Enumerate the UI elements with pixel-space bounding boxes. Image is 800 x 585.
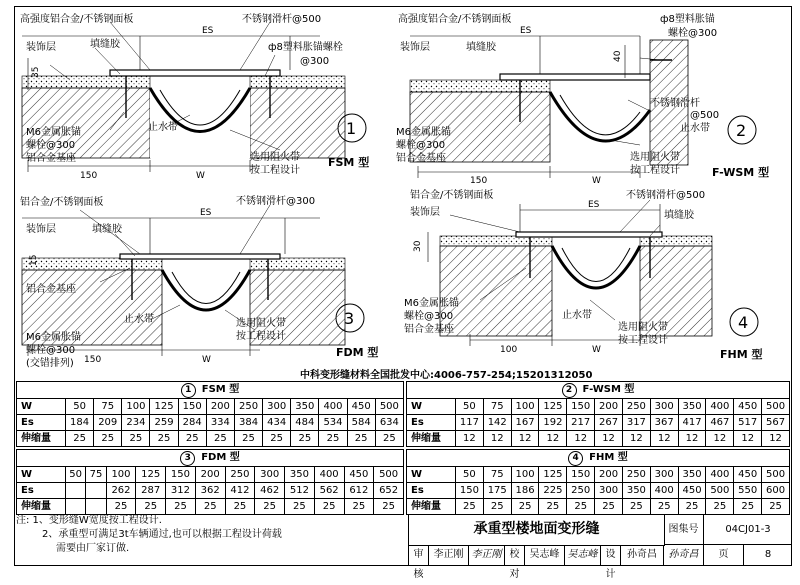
table-cell: 142 — [483, 415, 511, 431]
table-cell: 450 — [344, 467, 374, 483]
table-cell: 25 — [374, 499, 404, 515]
fwsm-table-number: 2 — [562, 383, 577, 398]
fdm-dim-150: 150 — [84, 355, 102, 365]
review-name: 李正刚 — [429, 545, 469, 565]
table-row — [17, 499, 404, 515]
table-cell: 25 — [678, 499, 706, 515]
fsm-es-label: ES — [202, 26, 214, 36]
table-cell: 25 — [375, 431, 403, 447]
detail-fwsm — [396, 12, 769, 186]
fsm-table — [16, 381, 404, 447]
fsm-dim-150: 150 — [80, 171, 98, 181]
table-cell: 25 — [314, 499, 344, 515]
fhm-fire-label2: 按工程设计 — [618, 335, 668, 346]
table-cell: 75 — [483, 399, 511, 415]
table-cell: 25 — [166, 499, 196, 515]
table-cell: 186 — [511, 483, 539, 499]
fsm-panel-label: 高强度铝合金/不锈钢面板 — [20, 14, 134, 25]
fhm-dim-30: 30 — [413, 240, 423, 252]
fhm-type-label: FHM 型 — [720, 348, 763, 361]
table-cell: 100 — [122, 399, 150, 415]
fhm-sealant-label: 填缝胶 — [664, 210, 694, 221]
fwsm-panel-label: 高强度铝合金/不锈钢面板 — [398, 14, 512, 25]
table-cell: 167 — [511, 415, 539, 431]
fsm-fire-label: 选用阻火带 — [250, 152, 300, 163]
fdm-fire-label2: 按工程设计 — [236, 331, 286, 342]
table-cell: 25 — [255, 499, 285, 515]
table-cell: 250 — [567, 483, 595, 499]
row-header-w: W — [407, 467, 456, 483]
row-header-es: Es — [407, 415, 456, 431]
table-row — [407, 415, 790, 431]
table-cell: 500 — [375, 399, 403, 415]
fdm-table-title — [17, 450, 404, 467]
table-cell: 25 — [483, 499, 511, 515]
table-cell: 350 — [285, 467, 315, 483]
fwsm-fire-label2: 按工程设计 — [630, 165, 680, 176]
fwsm-rod-label: 不锈钢滑杆 — [650, 98, 700, 109]
fdm-fire-label: 选用阻火带 — [236, 318, 286, 329]
table-cell: 100 — [511, 467, 539, 483]
fwsm-table-title — [407, 382, 790, 399]
table-cell: 25 — [762, 499, 790, 515]
design-label: 设计 — [601, 545, 621, 565]
table-cell: 450 — [678, 483, 706, 499]
fhm-anchor-label: M6金属胀锚 — [404, 298, 459, 309]
table-cell: 200 — [206, 399, 234, 415]
table-cell: 500 — [374, 467, 404, 483]
table-cell: 125 — [136, 467, 166, 483]
fdm-dim-15: 15 — [29, 254, 39, 266]
check-signature: 吴志峰 — [565, 545, 601, 565]
table-cell: 450 — [347, 399, 375, 415]
table-cell: 500 — [762, 399, 790, 415]
row-header-exp: 伸缩量 — [17, 431, 66, 447]
table-cell: 50 — [66, 467, 86, 483]
fwsm-anchor-label: M6金属胀锚 — [396, 127, 451, 138]
fwsm-bolt-label: ф8塑料胀锚 — [660, 14, 715, 25]
table-cell: 12 — [539, 431, 567, 447]
table-row — [17, 467, 404, 483]
fwsm-base-label: 铝合金基座 — [396, 153, 446, 164]
row-header-exp: 伸缩量 — [407, 431, 456, 447]
table-row — [407, 431, 790, 447]
table-row — [17, 483, 404, 499]
fhm-detail-number: 4 — [738, 313, 749, 332]
table-cell: 225 — [539, 483, 567, 499]
table-cell: 25 — [66, 431, 94, 447]
table-cell: 75 — [483, 467, 511, 483]
note-line-3: 需要由厂家订做. — [56, 543, 130, 554]
table-cell: 125 — [539, 399, 567, 415]
table-cell: 25 — [291, 431, 319, 447]
table-cell: 25 — [150, 431, 178, 447]
atlas-number: 04CJ01-3 — [704, 514, 792, 545]
fwsm-sealant-label: 填缝胶 — [466, 42, 496, 53]
design-name: 孙奇昌 — [621, 545, 664, 565]
table-cell: 652 — [374, 483, 404, 499]
table-cell: 517 — [734, 415, 762, 431]
fwsm-dim-40: 40 — [613, 50, 623, 62]
table-cell — [66, 483, 86, 499]
fhm-anchor-label2: 螺栓@300 — [404, 311, 454, 322]
table-cell: 12 — [622, 431, 650, 447]
check-name: 吴志峰 — [525, 545, 565, 565]
fsm-base-label: 铝合金基座 — [26, 153, 76, 164]
table-cell: 400 — [314, 467, 344, 483]
fdm-rod-label: 不锈钢滑杆@300 — [236, 196, 316, 207]
table-cell: 200 — [195, 467, 225, 483]
table-cell: 25 — [94, 431, 122, 447]
table-cell: 262 — [106, 483, 136, 499]
watermark-text: 中科变形缝材料全国批发中心:4006-757-254;15201312050 — [300, 370, 593, 381]
table-cell: 75 — [94, 399, 122, 415]
fsm-table-number: 1 — [181, 383, 196, 398]
fdm-sealant-label: 填缝胶 — [92, 224, 122, 235]
table-cell — [86, 483, 106, 499]
table-cell: 25 — [225, 499, 255, 515]
table-cell: 634 — [375, 415, 403, 431]
fdm-anchor-label3: (交错排列) — [26, 358, 74, 369]
table-cell: 400 — [319, 399, 347, 415]
table-cell: 184 — [66, 415, 94, 431]
table-cell: 250 — [225, 467, 255, 483]
fwsm-bolt-label2: 螺栓@300 — [668, 28, 718, 39]
table-cell: 25 — [539, 499, 567, 515]
fwsm-decor-label: 装饰层 — [400, 42, 430, 53]
table-cell: 250 — [622, 467, 650, 483]
table-cell: 125 — [150, 399, 178, 415]
fwsm-es-label: ES — [520, 26, 532, 36]
fwsm-table — [406, 381, 790, 447]
table-row — [17, 399, 404, 415]
table-cell: 25 — [344, 499, 374, 515]
fsm-waterstop-label: 止水带 — [148, 122, 178, 133]
table-cell: 400 — [650, 483, 678, 499]
table-cell: 12 — [456, 431, 484, 447]
table-cell: 25 — [622, 499, 650, 515]
fhm-fire-label: 选用阻火带 — [618, 322, 668, 333]
table-cell: 100 — [511, 399, 539, 415]
atlas-label: 图集号 — [664, 514, 704, 545]
fsm-table-title — [17, 382, 404, 399]
table-cell: 612 — [344, 483, 374, 499]
fsm-dim-35: 35 — [31, 66, 41, 78]
table-cell: 534 — [319, 415, 347, 431]
fwsm-anchor-label2: 螺栓@300 — [396, 140, 446, 151]
fhm-dim-100: 100 — [500, 345, 518, 355]
table-cell: 350 — [678, 399, 706, 415]
fdm-detail-number: 3 — [344, 309, 355, 328]
table-cell: 284 — [178, 415, 206, 431]
table-cell: 12 — [762, 431, 790, 447]
fhm-table-title-text: FHM 型 — [589, 452, 628, 463]
table-row — [407, 483, 790, 499]
table-cell: 25 — [734, 499, 762, 515]
table-cell: 175 — [483, 483, 511, 499]
row-header-w: W — [17, 467, 66, 483]
table-cell: 25 — [567, 499, 595, 515]
table-cell: 434 — [263, 415, 291, 431]
fwsm-dim-w: W — [592, 176, 601, 186]
fsm-decor-label: 装饰层 — [26, 42, 56, 53]
table-cell: 25 — [122, 431, 150, 447]
table-cell: 400 — [706, 399, 734, 415]
table-cell: 300 — [263, 399, 291, 415]
table-cell: 500 — [762, 467, 790, 483]
table-cell: 412 — [225, 483, 255, 499]
table-cell: 117 — [456, 415, 484, 431]
fwsm-type-label: F-WSM 型 — [712, 166, 770, 179]
fdm-anchor-label: M6金属胀锚 — [26, 332, 81, 343]
table-cell: 300 — [595, 483, 623, 499]
fhm-es-label: ES — [588, 200, 600, 210]
table-cell: 512 — [285, 483, 315, 499]
table-cell: 25 — [206, 431, 234, 447]
row-header-es: Es — [17, 483, 66, 499]
table-cell: 550 — [734, 483, 762, 499]
table-cell: 600 — [762, 483, 790, 499]
fhm-dim-w: W — [592, 345, 601, 355]
fdm-waterstop-label: 止水带 — [124, 314, 154, 325]
table-cell: 25 — [234, 431, 262, 447]
fwsm-rod-spacing: @500 — [690, 110, 720, 121]
table-cell: 75 — [86, 467, 106, 483]
table-cell: 25 — [178, 431, 206, 447]
table-cell: 25 — [347, 431, 375, 447]
table-cell: 250 — [622, 399, 650, 415]
table-cell: 467 — [706, 415, 734, 431]
fdm-anchor-label2: 螺栓@300 — [26, 345, 76, 356]
design-signature: 孙奇昌 — [664, 545, 704, 565]
table-row — [17, 431, 404, 447]
fsm-fire-label2: 按工程设计 — [250, 165, 300, 176]
row-header-w: W — [407, 399, 456, 415]
fsm-bolt-label: ф8塑料胀锚螺栓 — [268, 42, 343, 53]
table-cell: 462 — [255, 483, 285, 499]
row-header-exp: 伸缩量 — [407, 499, 456, 515]
fdm-es-label: ES — [200, 208, 212, 218]
table-cell: 12 — [706, 431, 734, 447]
notes — [16, 514, 406, 556]
table-cell: 150 — [456, 483, 484, 499]
table-cell: 12 — [678, 431, 706, 447]
table-cell: 209 — [94, 415, 122, 431]
fsm-bolt-spacing: @300 — [300, 56, 330, 67]
detail-fsm — [20, 12, 369, 181]
fhm-decor-label: 装饰层 — [410, 207, 440, 218]
note-line-1: 注: 1、变形缝W宽度按工程设计. — [16, 515, 162, 526]
table-cell: 267 — [595, 415, 623, 431]
table-cell: 12 — [650, 431, 678, 447]
table-cell: 25 — [285, 499, 315, 515]
row-header-es: Es — [17, 415, 66, 431]
table-cell: 12 — [483, 431, 511, 447]
table-cell: 367 — [650, 415, 678, 431]
fhm-table-number: 4 — [568, 451, 583, 466]
review-signature: 李正刚 — [469, 545, 505, 565]
table-cell: 12 — [511, 431, 539, 447]
table-cell: 234 — [122, 415, 150, 431]
table-cell: 300 — [255, 467, 285, 483]
table-cell: 25 — [706, 499, 734, 515]
fsm-rod-label: 不锈钢滑杆@500 — [242, 14, 322, 25]
fsm-detail-number: 1 — [346, 119, 357, 138]
fdm-type-label: FDM 型 — [336, 346, 379, 359]
fdm-panel-label: 铝合金/不锈钢面板 — [20, 197, 104, 208]
fwsm-detail-number: 2 — [736, 121, 747, 140]
fdm-table-title-text: FDM 型 — [201, 452, 240, 463]
fdm-table — [16, 449, 404, 515]
table-cell: 562 — [314, 483, 344, 499]
fhm-rod-label: 不锈钢滑杆@500 — [626, 190, 706, 201]
table-cell: 50 — [456, 399, 484, 415]
table-row — [407, 499, 790, 515]
table-cell: 25 — [511, 499, 539, 515]
detail-fhm — [404, 188, 763, 361]
fwsm-fire-label: 选用阻火带 — [630, 152, 680, 163]
fhm-base-label: 铝合金基座 — [404, 324, 454, 335]
table-cell: 259 — [150, 415, 178, 431]
table-cell: 12 — [567, 431, 595, 447]
table-cell: 25 — [456, 499, 484, 515]
fhm-table — [406, 449, 790, 515]
table-cell — [86, 499, 106, 515]
table-cell: 25 — [136, 499, 166, 515]
fwsm-waterstop-label: 止水带 — [680, 123, 710, 134]
table-cell: 384 — [234, 415, 262, 431]
fwsm-dim-150: 150 — [470, 176, 488, 186]
table-cell: 25 — [263, 431, 291, 447]
fsm-sealant-label: 填缝胶 — [90, 39, 120, 50]
table-cell: 12 — [734, 431, 762, 447]
fdm-table-number: 3 — [180, 451, 195, 466]
table-cell: 12 — [595, 431, 623, 447]
fsm-type-label: FSM 型 — [328, 156, 370, 169]
table-cell: 350 — [678, 467, 706, 483]
note-line-2: 2、承重型可满足3t车辆通过,也可以根据工程设计荷载 — [42, 529, 282, 540]
detail-fdm — [20, 194, 378, 369]
table-cell: 567 — [762, 415, 790, 431]
fsm-anchor-label: M6金属胀锚 — [26, 127, 81, 138]
table-cell: 150 — [166, 467, 196, 483]
table-cell: 192 — [539, 415, 567, 431]
table-cell: 200 — [595, 399, 623, 415]
fhm-table-title — [407, 450, 790, 467]
title-block — [408, 514, 792, 580]
table-cell: 484 — [291, 415, 319, 431]
table-cell: 417 — [678, 415, 706, 431]
fhm-waterstop-label: 止水带 — [562, 310, 592, 321]
table-row — [407, 399, 790, 415]
drawing-title: 承重型楼地面变形缝 — [409, 514, 665, 546]
table-cell: 584 — [347, 415, 375, 431]
table-cell: 350 — [291, 399, 319, 415]
table-cell: 150 — [567, 399, 595, 415]
table-cell: 300 — [650, 399, 678, 415]
fhm-panel-label: 铝合金/不锈钢面板 — [410, 190, 494, 201]
fsm-table-title-text: FSM 型 — [201, 384, 240, 395]
table-cell: 450 — [734, 467, 762, 483]
row-header-es: Es — [407, 483, 456, 499]
table-cell: 50 — [456, 467, 484, 483]
fdm-decor-label: 装饰层 — [26, 224, 56, 235]
table-cell: 287 — [136, 483, 166, 499]
table-cell: 300 — [650, 467, 678, 483]
table-cell: 50 — [66, 399, 94, 415]
check-label: 校对 — [505, 545, 525, 565]
row-header-w: W — [17, 399, 66, 415]
table-cell: 150 — [178, 399, 206, 415]
table-cell: 25 — [106, 499, 136, 515]
table-cell: 200 — [595, 467, 623, 483]
table-cell: 25 — [195, 499, 225, 515]
page-label: 页 — [704, 545, 744, 565]
table-cell: 150 — [567, 467, 595, 483]
fdm-dim-w: W — [202, 355, 211, 365]
page-number: 8 — [764, 549, 772, 560]
fwsm-table-title-text: F-WSM 型 — [582, 384, 635, 395]
table-cell: 25 — [319, 431, 347, 447]
fdm-base-label: 铝合金基座 — [26, 284, 76, 295]
fsm-anchor-label2: 螺栓@300 — [26, 140, 76, 151]
table-cell: 400 — [706, 467, 734, 483]
table-cell: 100 — [106, 467, 136, 483]
table-cell: 312 — [166, 483, 196, 499]
table-row — [17, 415, 404, 431]
table-cell: 250 — [234, 399, 262, 415]
table-cell: 25 — [595, 499, 623, 515]
table-cell: 334 — [206, 415, 234, 431]
table-cell: 25 — [650, 499, 678, 515]
table-cell: 125 — [539, 467, 567, 483]
table-cell: 217 — [567, 415, 595, 431]
table-row — [407, 467, 790, 483]
table-cell — [66, 499, 86, 515]
table-cell: 350 — [622, 483, 650, 499]
review-label: 审核 — [409, 545, 429, 565]
row-header-exp: 伸缩量 — [17, 499, 66, 515]
table-cell: 317 — [622, 415, 650, 431]
table-cell: 450 — [734, 399, 762, 415]
table-cell: 500 — [706, 483, 734, 499]
table-cell: 362 — [195, 483, 225, 499]
fsm-dim-w: W — [196, 171, 205, 181]
